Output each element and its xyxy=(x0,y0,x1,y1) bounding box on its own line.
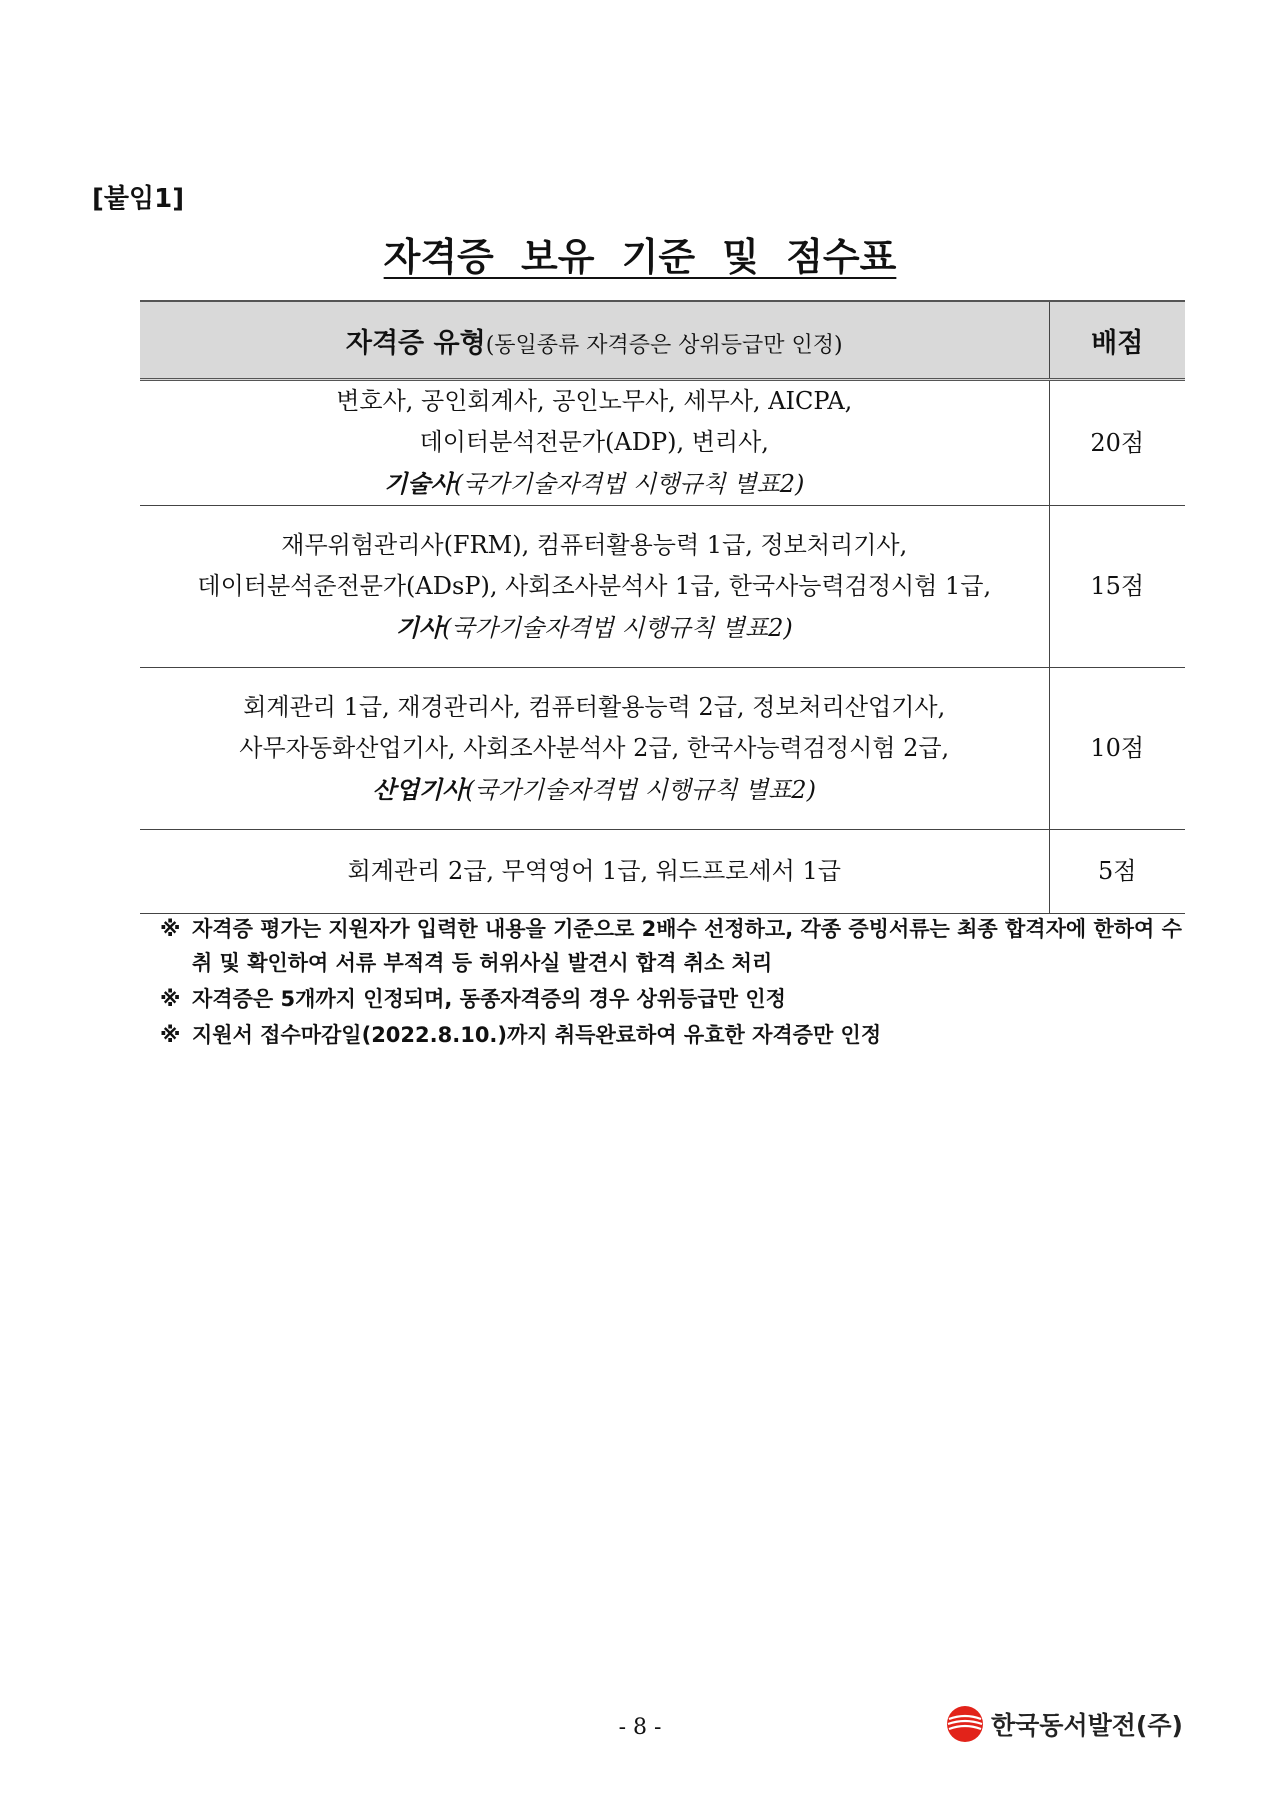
row-1-grade: 기술사 xyxy=(384,469,454,498)
row-4-score: 5점 xyxy=(1049,830,1185,914)
table-row xyxy=(140,380,1185,506)
row-3-types xyxy=(140,668,1049,830)
note-2 xyxy=(160,982,1200,1016)
row-2-line-1: 재무위험관리사(FRM), 컴퓨터활용능력 1급, 정보처리기사, xyxy=(281,530,908,559)
header-score: 배점 xyxy=(1049,301,1185,380)
reference-mark-icon: ※ xyxy=(160,917,181,941)
page-title-wrap xyxy=(0,226,1280,281)
row-4-line-1: 회계관리 2급, 무역영어 1급, 워드프로세서 1급 xyxy=(347,857,841,885)
note-2-text: 자격증은 5개까지 인정되며, 동종자격증의 경우 상위등급만 인정 xyxy=(192,987,786,1011)
reference-mark-icon: ※ xyxy=(160,987,181,1011)
page-number: - 8 - xyxy=(618,1715,662,1740)
page-title: 자격증 보유 기준 및 점수표 xyxy=(383,235,897,279)
header-type-note: (동일종류 자격증은 상위등급만 인정) xyxy=(485,332,843,358)
row-3-line-2: 사무자동화산업기사, 사회조사분석사 2급, 한국사능력검정시험 2급, xyxy=(239,733,950,762)
header-type-label: 자격증 유형 xyxy=(345,327,486,359)
table-row xyxy=(140,668,1185,830)
row-2-score: 15점 xyxy=(1049,506,1185,668)
row-3-line-1: 회계관리 1급, 재경관리사, 컴퓨터활용능력 2급, 정보처리산업기사, xyxy=(243,692,946,721)
row-3-score: 10점 xyxy=(1049,668,1185,830)
row-1-types xyxy=(140,380,1049,506)
row-2-types xyxy=(140,506,1049,668)
row-2-grade-note: (국가기술자격법 시행규칙 별표2) xyxy=(442,613,793,642)
row-3-grade: 산업기사 xyxy=(372,774,466,804)
notes-section xyxy=(160,912,1200,1054)
company-logo xyxy=(945,1704,1183,1744)
attachment-label: [붙임1] xyxy=(92,184,185,214)
table-row xyxy=(140,830,1185,914)
row-1-line-2: 데이터분석전문가(ADP), 변리사, xyxy=(419,428,769,456)
row-2-grade: 기사 xyxy=(395,612,443,642)
reference-mark-icon: ※ xyxy=(160,1023,181,1047)
row-2-line-2: 데이터분석준전문가(ADsP), 사회조사분석사 1급, 한국사능력검정시험 1급, xyxy=(197,571,992,600)
row-2-italic-line xyxy=(140,607,1049,649)
note-1-text: 자격증 평가는 지원자가 입력한 내용을 기준으로 2배수 선정하고, 각종 증빙서류는 최종 합격자에 한하여 수취 및 확인하여 서류 부적격 등 허위사실 발견시 합격 취소 처리 xyxy=(192,917,1182,975)
row-3-italic-line xyxy=(140,769,1049,811)
row-1-score: 20점 xyxy=(1049,380,1185,506)
table-row xyxy=(140,506,1185,668)
row-1-line-1: 변호사, 공인회계사, 공인노무사, 세무사, AICPA, xyxy=(336,387,853,415)
note-1 xyxy=(160,912,1200,980)
row-4-types xyxy=(140,830,1049,914)
note-3 xyxy=(160,1018,1200,1052)
row-3-grade-note: (국가기술자격법 시행규칙 별표2) xyxy=(465,775,816,804)
company-name: 한국동서발전(주) xyxy=(991,1711,1183,1740)
ewp-logo-icon xyxy=(945,1704,985,1744)
row-1-grade-note: (국가기술자격법 시행규칙 별표2) xyxy=(453,470,805,498)
row-1-italic-line xyxy=(140,463,1049,505)
score-table xyxy=(140,300,1185,914)
header-type xyxy=(140,301,1049,380)
table-header-row xyxy=(140,301,1185,380)
note-3-text: 지원서 접수마감일(2022.8.10.)까지 취득완료하여 유효한 자격증만 인정 xyxy=(192,1023,882,1047)
